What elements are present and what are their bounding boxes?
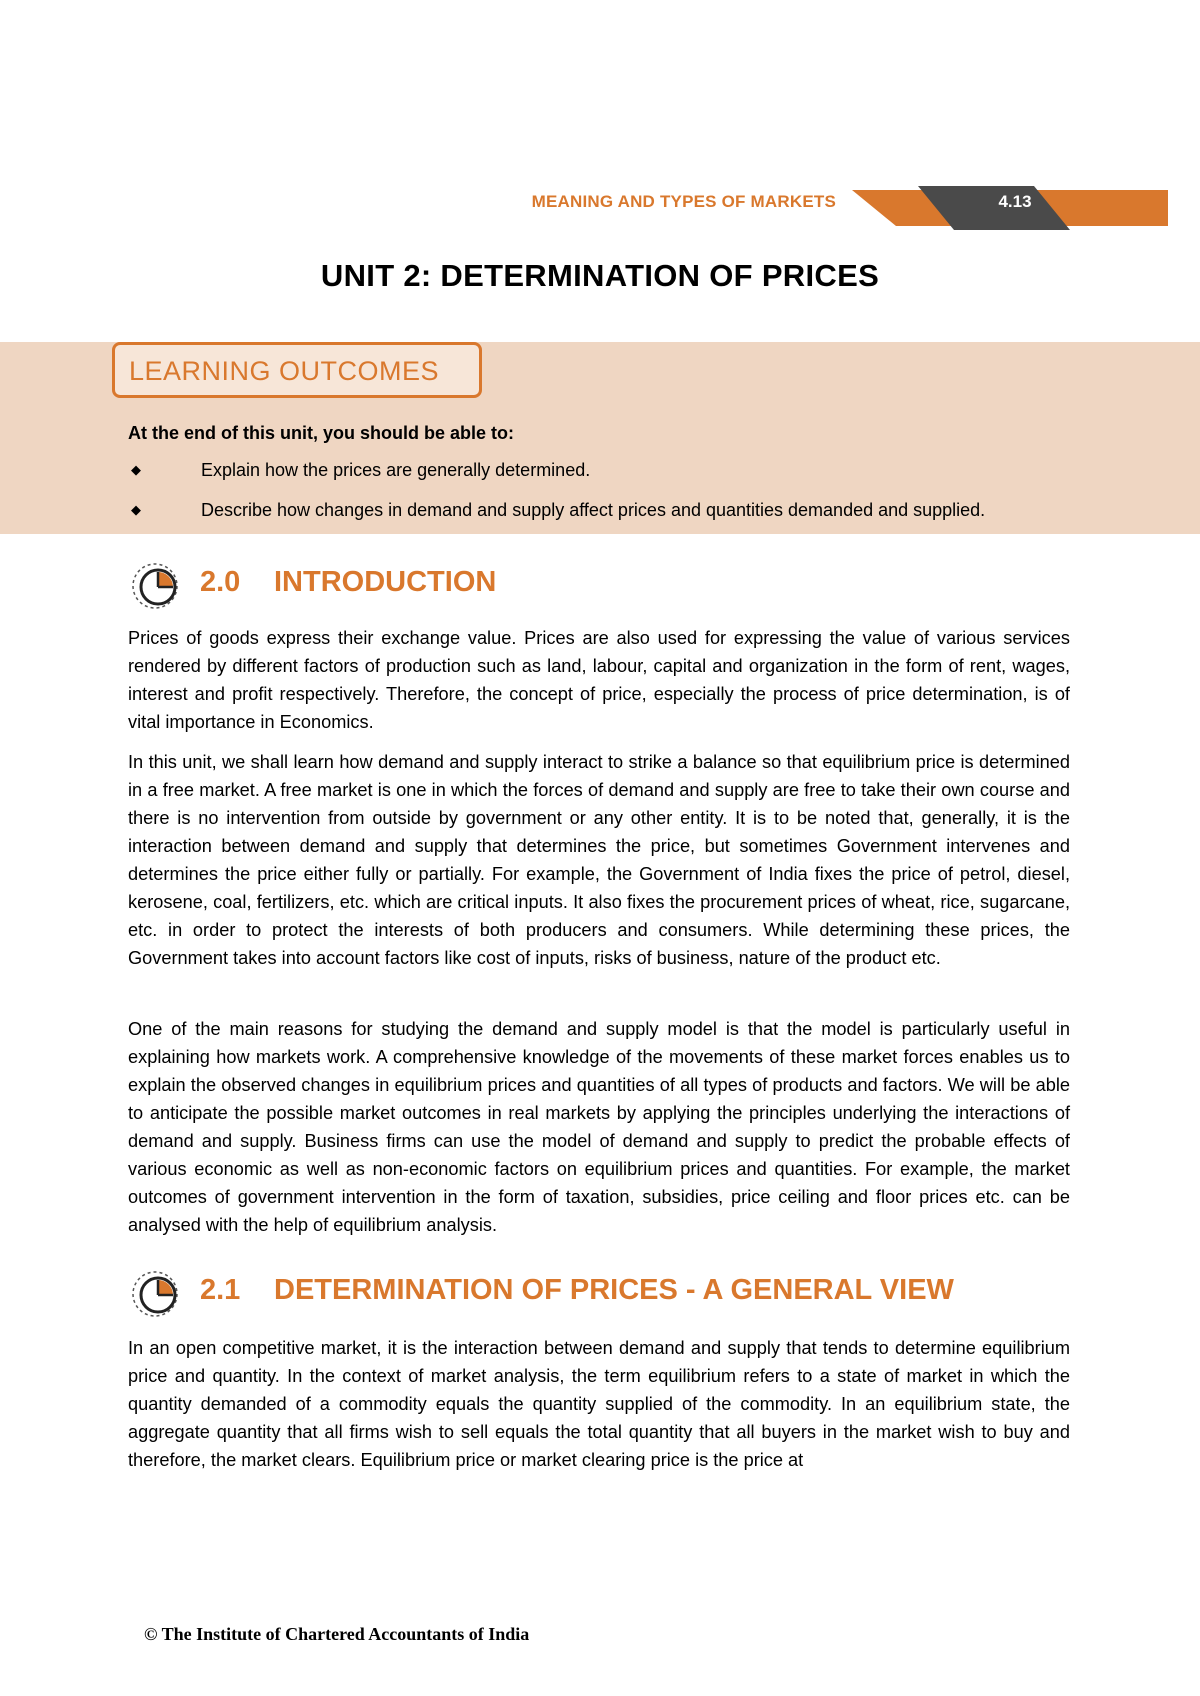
body-paragraph: Prices of goods express their exchange value. Prices are also used for expressing the value of various services rendered by different factors of production such as land, labour, capital and organization in the form of rent, wages, interest and profit respectively. Therefore, the concept of price, especially the process of price determination, is of vital importance in Economics. (128, 628, 1070, 732)
section-title: INTRODUCTION (274, 566, 497, 598)
diamond-bullet-icon: ◆ (131, 462, 141, 477)
unit-title: UNIT 2: DETERMINATION OF PRICES (320, 258, 880, 293)
body-paragraph: One of the main reasons for studying the demand and supply model is that the model is particularly useful in explaining how markets work. A comprehensive knowledge of the movements of these market forces enables us to explain the observed changes in equilibrium prices and quantities of all types of products and factors. We will be able to anticipate the possible market outcomes in real markets by applying the principles underlying the interactions of demand and supply. Business firms can use the model of demand and supply to predict the probable effects of various economic as well as non-economic factors on equilibrium prices and quantities. For example, the market outcomes of government intervention in the form of taxation, subsidies, price ceiling and floor prices etc. can be analysed with the help of equilibrium analysis. (128, 1019, 1070, 1235)
learning-outcome-text: Describe how changes in demand and supply affect prices and quantities demanded and supplied. (201, 500, 986, 520)
copyright-footer: © The Institute of Chartered Accountants of India (144, 1624, 530, 1644)
section-heading-2-0 (128, 558, 1108, 610)
clock-icon (128, 1266, 182, 1320)
section-number: 2.0 (200, 566, 241, 598)
learning-outcomes-tab (112, 342, 482, 398)
learning-outcomes-title: LEARNING OUTCOMES (129, 356, 440, 386)
body-paragraph: In an open competitive market, it is the interaction between demand and supply that tends to determine equilibrium price and quantity. In the context of market analysis, the term equilibrium refers to a state of market in which the quantity demanded of a commodity equals the quantity supplied of the commodity. In an equilibrium state, the aggregate quantity that all firms wish to sell equals the total quantity that all buyers in the market wish to buy and therefore, the market clears. Equilibrium price or market clearing price is the price at (128, 1338, 1070, 1470)
section-heading-2-1 (128, 1266, 1108, 1318)
learning-outcomes-lead: At the end of this unit, you should be able to: (128, 423, 514, 443)
running-header-section-label: MEANING AND TYPES OF MARKETS (531, 192, 836, 211)
diamond-bullet-icon: ◆ (131, 502, 141, 517)
section-title: DETERMINATION OF PRICES - A GENERAL VIEW (274, 1274, 954, 1306)
body-paragraph: In this unit, we shall learn how demand and supply interact to strike a balance so that equilibrium price is determined in a free market. A free market is one in which the forces of demand and supply are free to take their own course and there is no intervention from outside by government or any other entity. It is to be noted that, generally, it is the interaction between demand and supply that determines the price, but sometimes Government intervenes and determines the price either fully or partially. For example, the Government of India fixes the price of petrol, diesel, kerosene, coal, fertilizers, etc. which are critical inputs. It also fixes the procurement prices of wheat, rice, sugarcane, etc. in order to protect the interests of both producers and consumers. While determining these prices, the Government takes into account factors like cost of inputs, risks of business, nature of the product etc. (128, 752, 1070, 968)
learning-outcome-text: Explain how the prices are generally determined. (201, 460, 591, 480)
clock-icon (128, 558, 182, 612)
page-number: 4.13 (998, 192, 1032, 211)
learning-outcomes-box (0, 342, 1200, 534)
running-header (0, 186, 1200, 230)
section-number: 2.1 (200, 1274, 241, 1306)
